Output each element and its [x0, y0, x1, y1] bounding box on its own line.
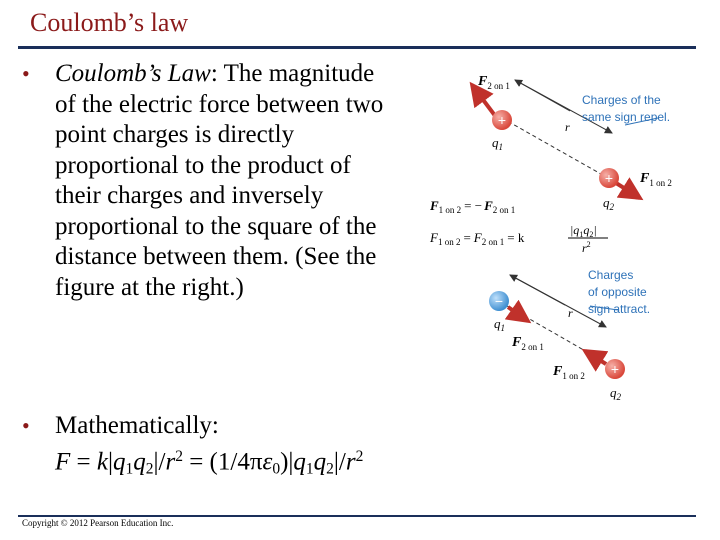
- math-label: Mathematically:: [55, 412, 219, 439]
- footer-divider: [18, 515, 696, 517]
- charge-label-q1: $q_1$: [494, 316, 505, 333]
- bullet-coulombs-law: [55, 59, 385, 303]
- bullet-mathematically: [55, 411, 475, 484]
- coulomb-force-figure: [420, 70, 710, 405]
- bullet-marker: •: [22, 413, 30, 438]
- slide-title: Coulomb’s law: [30, 8, 189, 37]
- force-arrow-1on2: [616, 183, 640, 198]
- force-arrow-1on2: [585, 351, 606, 364]
- r-arrow: [515, 80, 570, 111]
- plus-icon: +: [497, 112, 507, 128]
- charge-label-q1: $q_1$: [492, 135, 503, 152]
- plus-icon: +: [610, 361, 620, 377]
- attract-note-line2: of opposite: [588, 285, 647, 299]
- charge-label-q2: $q_2$: [603, 195, 614, 212]
- distance-line: [502, 118, 608, 178]
- repel-note-line2: same sign repel.: [582, 110, 671, 124]
- charge-label-q2: $q_2$: [610, 385, 621, 402]
- force-label-2on1: $F_{2 on 1}$: [478, 74, 510, 91]
- attract-note-line1: Charges: [588, 268, 634, 282]
- force-label-1on2: $F_{1 on 2}$: [640, 171, 672, 188]
- copyright-notice: Copyright © 2012 Pearson Education Inc.: [22, 518, 174, 528]
- r-arrow: [510, 275, 565, 305]
- force-equality-equation: $F_{1 on 2}$ = − $F_{2 on 1}$: [430, 198, 516, 215]
- fraction-denominator: $r^2$: [582, 240, 591, 255]
- force-label-1on2: $F_{1 on 2}$: [553, 364, 585, 381]
- attract-note-line3: sign attract.: [588, 302, 651, 316]
- repel-note-line1: Charges of the: [582, 93, 661, 107]
- distance-label: r: [565, 120, 570, 134]
- minus-icon: −: [494, 293, 504, 309]
- fraction-numerator: $|q_1q_2|$: [570, 223, 597, 239]
- bullet-body: : The magnitude of the electric force between two point charges is directly proportional to the product of their charges and inversely proportional to the square of the distance between them. (See the figure at the right.): [55, 60, 384, 301]
- distance-label: r: [568, 306, 573, 320]
- plus-icon: +: [604, 170, 614, 186]
- coulomb-formula: $F = k|q_1q_2|/r^2 = (1/4\pi\varepsilon_0)|q_1q_2|/r^2$: [55, 447, 364, 477]
- bullet-lead: Coulomb’s Law: [55, 60, 211, 87]
- title-divider: [18, 46, 696, 49]
- force-label-2on1: $F_{2 on 1}$: [512, 335, 544, 352]
- bullet-marker: •: [22, 61, 30, 86]
- force-magnitude-equation: $F_{1 on 2} = F_{2 on 1} = k$: [430, 230, 525, 247]
- force-arrow-2on1: [508, 307, 528, 321]
